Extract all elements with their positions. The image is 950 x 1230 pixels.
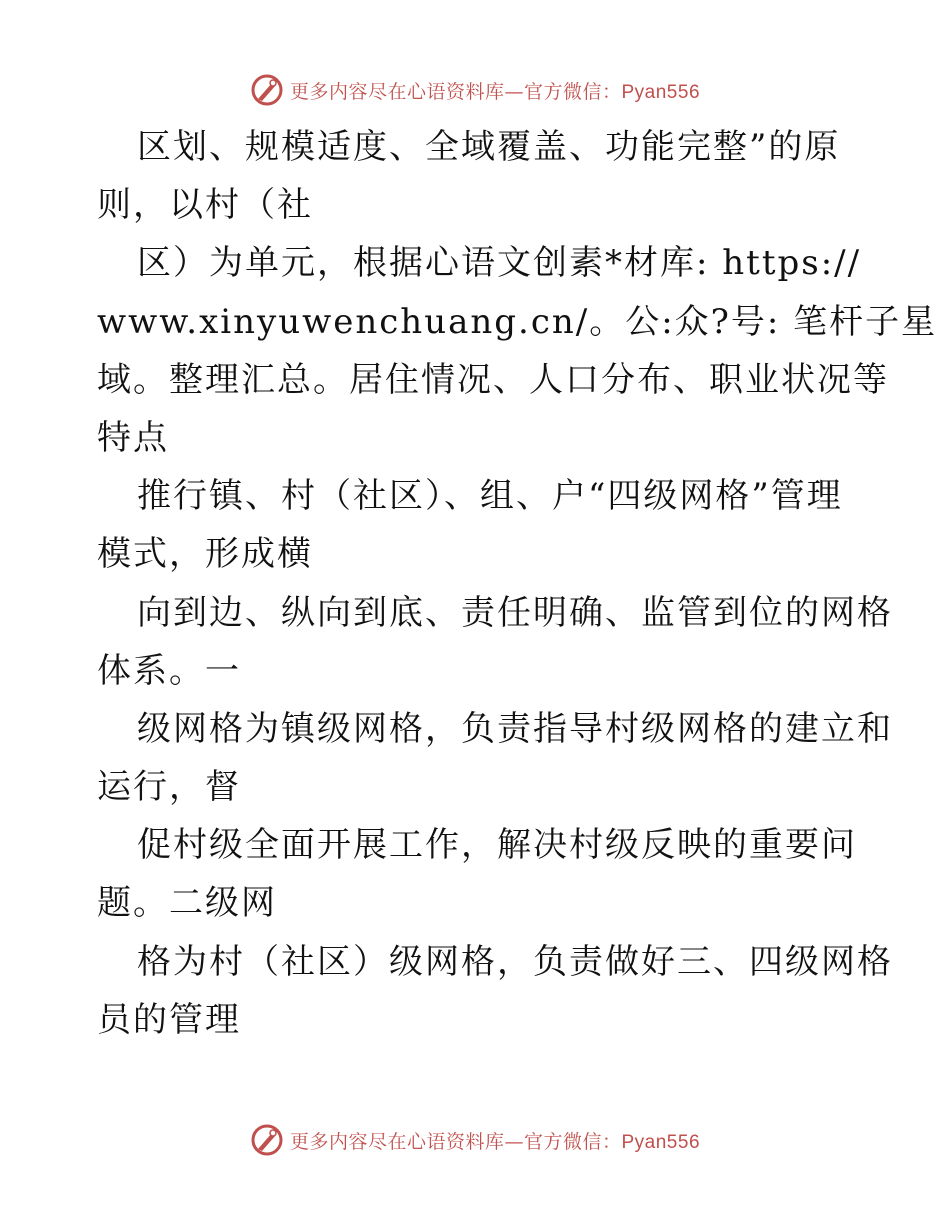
- text-line: 向到边、纵向到底、责任明确、监管到位的网格: [137, 592, 893, 633]
- text-line: 模式，形成横: [97, 534, 313, 575]
- document-body: [97, 118, 938, 1049]
- text-line: 特点: [97, 417, 169, 458]
- text-line: www.xinyuwenchuang.cn/。公:众?号: 笔杆子星: [97, 301, 938, 342]
- footer-banner-text: 更多内容尽在心语资料库—官方微信：Pyan556: [289, 1130, 701, 1153]
- text-line: 区）为单元，根据心语文创素*材库: https://: [137, 243, 862, 284]
- text-line: 员的管理: [97, 999, 241, 1040]
- footer-wechat-id: Pyan556: [621, 1131, 701, 1153]
- text-line: 级网格为镇级网格，负责指导村级网格的建立和: [137, 708, 893, 749]
- text-line: 区划、规模适度、全域覆盖、功能完整”的原: [137, 127, 841, 167]
- text-line: 运行，督: [97, 767, 241, 808]
- header-wechat-id: Pyan556: [621, 81, 701, 103]
- footer-banner: [0, 1120, 950, 1160]
- pen-logo-icon: [250, 73, 284, 107]
- text-line: 则，以村（社: [97, 185, 313, 226]
- text-line: 题。二级网: [97, 883, 277, 924]
- text-line: 推行镇、村（社区）、组、户“四级网格”管理: [137, 476, 843, 517]
- text-line: 域。整理汇总。居住情况、人口分布、职业状况等: [97, 359, 889, 400]
- text-line: 格为村（社区）级网格，负责做好三、四级网格: [137, 941, 893, 982]
- header-banner: [0, 70, 950, 110]
- header-banner-text: 更多内容尽在心语资料库—官方微信：Pyan556: [289, 80, 701, 103]
- text-line: 促村级全面开展工作，解决村级反映的重要问: [137, 825, 857, 866]
- text-line: 体系。一: [97, 650, 241, 691]
- pen-logo-icon: [250, 1123, 284, 1157]
